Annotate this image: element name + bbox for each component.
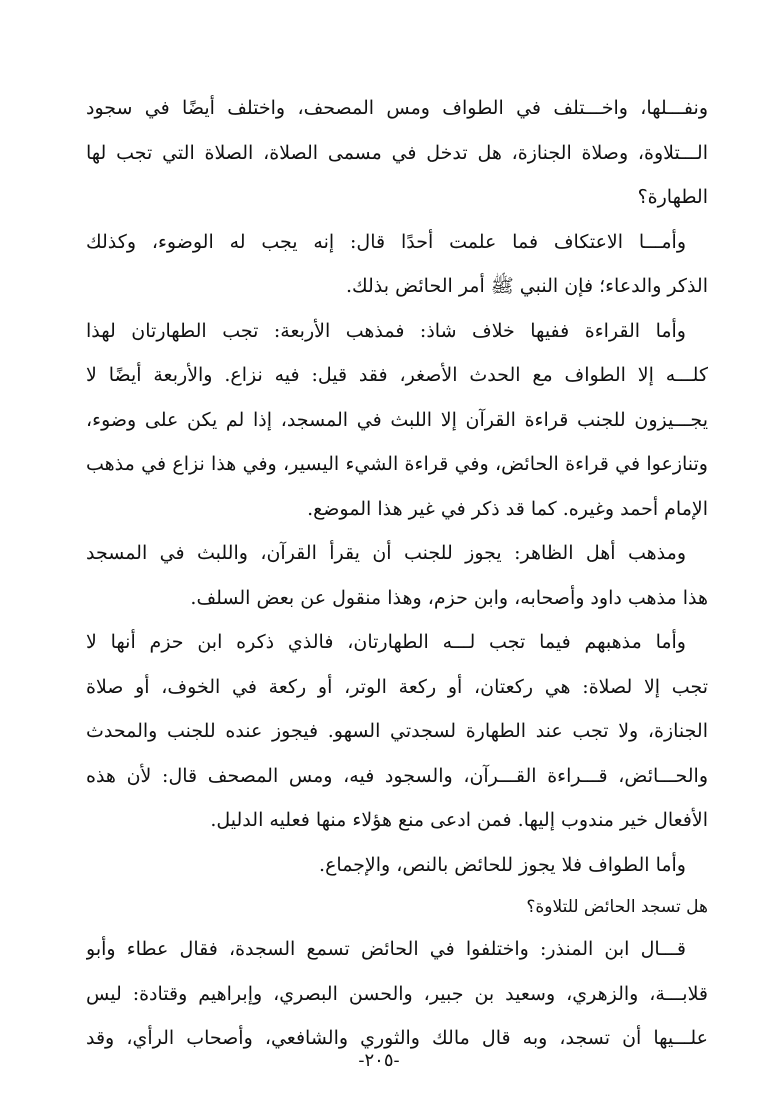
paragraph-start-line: وأمـــا الاعتكاف فما علمت أحدًا قال: إنه يجب له الوضوء، وكذلك	[86, 230, 686, 253]
text-line: والحـــائض، قـــراءة القـــرآن، والسجود فيه، ومس المصحف قال: لأن هذه	[86, 764, 708, 787]
text-line: يجـــيزون للجنب قراءة القرآن إلا اللبث في المسجد، إذا لم يكن على وضوء،	[86, 408, 708, 431]
text-line: الـــتلاوة، وصلاة الجنازة، هل تدخل في مسمى الصلاة، الصلاة التي تجب لها	[86, 141, 708, 164]
text-line: تجب إلا لصلاة: هي ركعتان، أو ركعة الوتر، أو ركعة في الخوف، أو صلاة	[86, 675, 708, 698]
paragraph-start-line: قـــال ابن المنذر: واختلفوا في الحائض تسمع السجدة، فقال عطاء وأبو	[86, 938, 686, 960]
text-line: الذكر والدعاء؛ فإن النبي ﷺ أمر الحائض بذلك.	[345, 275, 708, 297]
text-line: ونفـــلها، واخـــتلف في الطواف ومس المصحف، واختلف أيضًا في سجود	[86, 97, 708, 119]
text-line: وتنازعوا في قراءة الحائض، وفي قراءة الشيء اليسير، وفي هذا نزاع في مذهب	[86, 453, 708, 475]
text-line: علـــيها أن تسجد، وبه قال مالك والثوري والشافعي، وأصحاب الرأي، وقد	[86, 1027, 708, 1049]
paragraph-start-line: وأما مذهبهم فيما تجب لـــه الطهارتان، فالذي ذكره ابن حزم أنها لا	[86, 631, 686, 653]
paragraph-start-line: ومذهب أهل الظاهر: يجوز للجنب أن يقرأ القرآن، واللبث في المسجد	[86, 542, 686, 564]
page-number: -٢٠٥-	[358, 1050, 400, 1071]
text-line: قلابـــة، والزهري، وسعيد بن جبير، والحسن البصري، وإبراهيم وقتادة: ليس	[86, 982, 708, 1005]
text-line: الأفعال خير مندوب إليها. فمن ادعى منع هؤلاء منها فعليه الدليل.	[210, 809, 708, 831]
text-line: الجنازة، ولا تجب عند الطهارة لسجدتي السهو. فيجوز عنده للجنب والمحدث	[86, 720, 708, 742]
section-heading: هل تسجد الحائض للتلاوة؟	[526, 897, 708, 917]
text-line: الإمام أحمد وغيره. كما قد ذكر في غير هذا الموضع.	[307, 497, 708, 520]
paragraph-start-line: وأما القراءة ففيها خلاف شاذ: فمذهب الأربعة: تجب الطهارتان لهذا	[86, 319, 686, 342]
text-line: كلـــه إلا الطواف مع الحدث الأصغر، فقد قيل: فيه نزاع. والأربعة أيضًا لا	[86, 364, 708, 386]
text-line: هذا مذهب داود وأصحابه، وابن حزم، وهذا منقول عن بعض السلف.	[190, 586, 708, 609]
text-line: الطهارة؟	[637, 186, 708, 208]
body-text	[86, 86, 708, 1061]
paragraph-start-line: وأما الطواف فلا يجوز للحائض بالنص، والإجماع.	[319, 853, 686, 876]
